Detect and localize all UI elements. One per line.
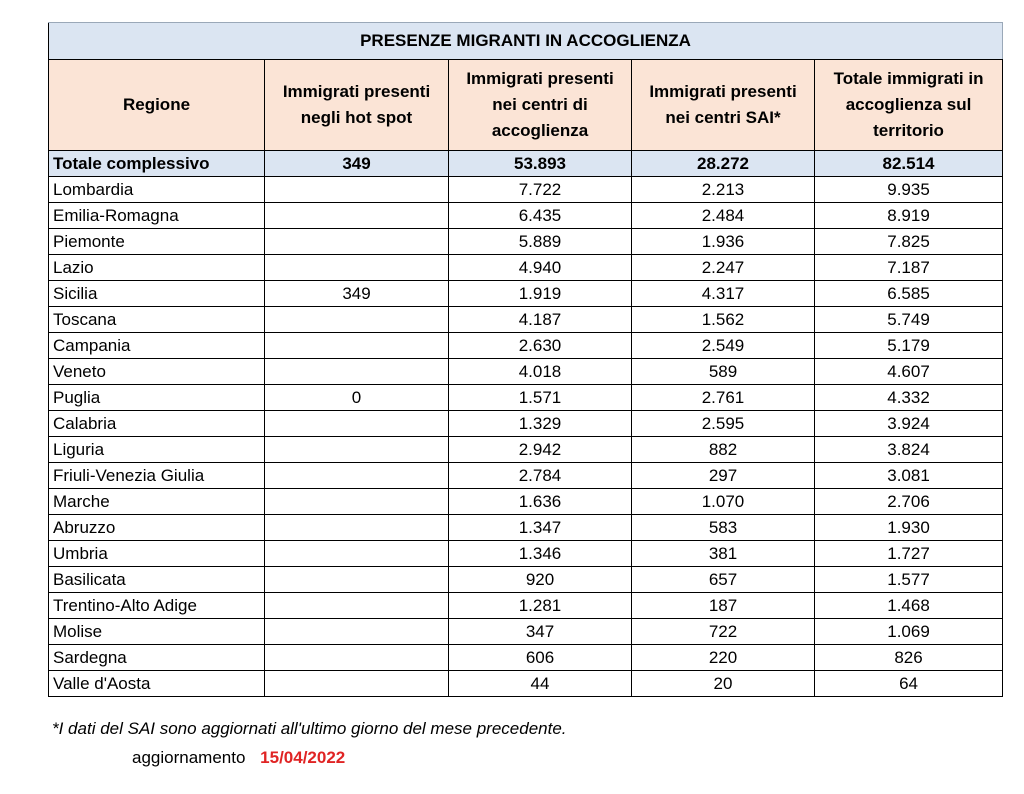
- cell-hotspot: [265, 333, 449, 359]
- cell-totale: 9.935: [815, 177, 1003, 203]
- cell-sai: 1.070: [632, 489, 815, 515]
- table-row: [49, 281, 1003, 307]
- cell-centri: 2.784: [449, 463, 632, 489]
- cell-sai: 220: [632, 645, 815, 671]
- cell-sai: 20: [632, 671, 815, 697]
- cell-sai: 657: [632, 567, 815, 593]
- migrants-table: [48, 22, 1003, 697]
- header-hotspot: Immigrati presenti negli hot spot: [265, 60, 449, 151]
- cell-centri: 5.889: [449, 229, 632, 255]
- cell-hotspot: [265, 411, 449, 437]
- cell-totale: 1.069: [815, 619, 1003, 645]
- cell-regione: Abruzzo: [49, 515, 265, 541]
- header-regione: Regione: [49, 60, 265, 151]
- cell-totale: 826: [815, 645, 1003, 671]
- cell-totale: 6.585: [815, 281, 1003, 307]
- cell-hotspot: [265, 567, 449, 593]
- header-centri-accoglienza: Immigrati presenti nei centri di accoglienza: [449, 60, 632, 151]
- cell-sai: 297: [632, 463, 815, 489]
- cell-sai: 882: [632, 437, 815, 463]
- cell-totale: 7.187: [815, 255, 1003, 281]
- cell-regione: Calabria: [49, 411, 265, 437]
- table-row: [49, 619, 1003, 645]
- cell-sai: 583: [632, 515, 815, 541]
- cell-sai: 589: [632, 359, 815, 385]
- cell-centri: 4.940: [449, 255, 632, 281]
- update-line: [132, 748, 345, 768]
- cell-regione: Molise: [49, 619, 265, 645]
- total-label: Totale complessivo: [49, 151, 265, 177]
- cell-totale: 1.930: [815, 515, 1003, 541]
- cell-centri: 1.346: [449, 541, 632, 567]
- total-totale: 82.514: [815, 151, 1003, 177]
- cell-regione: Umbria: [49, 541, 265, 567]
- cell-totale: 1.727: [815, 541, 1003, 567]
- cell-totale: 5.179: [815, 333, 1003, 359]
- migrants-table-container: [48, 22, 1002, 697]
- cell-totale: 1.468: [815, 593, 1003, 619]
- table-row: [49, 411, 1003, 437]
- table-row: [49, 593, 1003, 619]
- cell-centri: 606: [449, 645, 632, 671]
- table-row: [49, 489, 1003, 515]
- total-centri: 53.893: [449, 151, 632, 177]
- total-row: [49, 151, 1003, 177]
- table-title: PRESENZE MIGRANTI IN ACCOGLIENZA: [49, 23, 1003, 60]
- cell-hotspot: [265, 463, 449, 489]
- table-row: [49, 177, 1003, 203]
- cell-sai: 2.484: [632, 203, 815, 229]
- cell-centri: 2.630: [449, 333, 632, 359]
- table-row: [49, 567, 1003, 593]
- table-row: [49, 645, 1003, 671]
- table-row: [49, 385, 1003, 411]
- table-title-row: [49, 23, 1003, 60]
- cell-hotspot: [265, 541, 449, 567]
- cell-centri: 1.919: [449, 281, 632, 307]
- table-row: [49, 437, 1003, 463]
- cell-centri: 1.571: [449, 385, 632, 411]
- cell-sai: 381: [632, 541, 815, 567]
- cell-hotspot: [265, 437, 449, 463]
- cell-regione: Puglia: [49, 385, 265, 411]
- table-row: [49, 541, 1003, 567]
- cell-hotspot: 0: [265, 385, 449, 411]
- cell-totale: 8.919: [815, 203, 1003, 229]
- cell-totale: 7.825: [815, 229, 1003, 255]
- update-date: 15/04/2022: [260, 748, 346, 767]
- cell-centri: 2.942: [449, 437, 632, 463]
- table-row: [49, 515, 1003, 541]
- cell-centri: 4.018: [449, 359, 632, 385]
- table-row: [49, 463, 1003, 489]
- cell-centri: 4.187: [449, 307, 632, 333]
- total-sai: 28.272: [632, 151, 815, 177]
- cell-regione: Lazio: [49, 255, 265, 281]
- cell-totale: 4.607: [815, 359, 1003, 385]
- cell-centri: 1.329: [449, 411, 632, 437]
- cell-hotspot: [265, 619, 449, 645]
- total-hotspot: 349: [265, 151, 449, 177]
- header-row: [49, 60, 1003, 151]
- cell-hotspot: 349: [265, 281, 449, 307]
- cell-regione: Toscana: [49, 307, 265, 333]
- cell-hotspot: [265, 177, 449, 203]
- header-totale: Totale immigrati in accoglienza sul territorio: [815, 60, 1003, 151]
- cell-regione: Piemonte: [49, 229, 265, 255]
- cell-hotspot: [265, 645, 449, 671]
- cell-centri: 7.722: [449, 177, 632, 203]
- cell-sai: 2.247: [632, 255, 815, 281]
- cell-regione: Emilia-Romagna: [49, 203, 265, 229]
- table-row: [49, 307, 1003, 333]
- cell-centri: 1.347: [449, 515, 632, 541]
- cell-sai: 2.549: [632, 333, 815, 359]
- cell-totale: 1.577: [815, 567, 1003, 593]
- cell-sai: 722: [632, 619, 815, 645]
- cell-hotspot: [265, 515, 449, 541]
- cell-regione: Sicilia: [49, 281, 265, 307]
- cell-centri: 44: [449, 671, 632, 697]
- cell-centri: 920: [449, 567, 632, 593]
- cell-totale: 3.824: [815, 437, 1003, 463]
- table-row: [49, 671, 1003, 697]
- cell-hotspot: [265, 359, 449, 385]
- cell-sai: 2.595: [632, 411, 815, 437]
- cell-totale: 3.924: [815, 411, 1003, 437]
- cell-hotspot: [265, 593, 449, 619]
- cell-regione: Sardegna: [49, 645, 265, 671]
- cell-totale: 64: [815, 671, 1003, 697]
- cell-centri: 347: [449, 619, 632, 645]
- update-label: aggiornamento: [132, 748, 246, 767]
- cell-sai: 2.213: [632, 177, 815, 203]
- cell-regione: Valle d'Aosta: [49, 671, 265, 697]
- cell-sai: 187: [632, 593, 815, 619]
- cell-hotspot: [265, 203, 449, 229]
- cell-regione: Basilicata: [49, 567, 265, 593]
- table-row: [49, 255, 1003, 281]
- cell-hotspot: [265, 671, 449, 697]
- cell-regione: Marche: [49, 489, 265, 515]
- cell-hotspot: [265, 489, 449, 515]
- footnote: *I dati del SAI sono aggiornati all'ultimo giorno del mese precedente.: [52, 719, 567, 738]
- cell-sai: 4.317: [632, 281, 815, 307]
- cell-totale: 4.332: [815, 385, 1003, 411]
- cell-totale: 5.749: [815, 307, 1003, 333]
- cell-regione: Lombardia: [49, 177, 265, 203]
- cell-sai: 1.562: [632, 307, 815, 333]
- header-centri-sai: Immigrati presenti nei centri SAI*: [632, 60, 815, 151]
- cell-regione: Friuli-Venezia Giulia: [49, 463, 265, 489]
- table-row: [49, 203, 1003, 229]
- cell-totale: 3.081: [815, 463, 1003, 489]
- cell-centri: 6.435: [449, 203, 632, 229]
- cell-hotspot: [265, 229, 449, 255]
- cell-sai: 1.936: [632, 229, 815, 255]
- cell-centri: 1.636: [449, 489, 632, 515]
- cell-regione: Campania: [49, 333, 265, 359]
- cell-regione: Veneto: [49, 359, 265, 385]
- table-row: [49, 333, 1003, 359]
- cell-hotspot: [265, 255, 449, 281]
- cell-regione: Liguria: [49, 437, 265, 463]
- cell-totale: 2.706: [815, 489, 1003, 515]
- cell-sai: 2.761: [632, 385, 815, 411]
- cell-centri: 1.281: [449, 593, 632, 619]
- cell-regione: Trentino-Alto Adige: [49, 593, 265, 619]
- table-row: [49, 229, 1003, 255]
- cell-hotspot: [265, 307, 449, 333]
- table-row: [49, 359, 1003, 385]
